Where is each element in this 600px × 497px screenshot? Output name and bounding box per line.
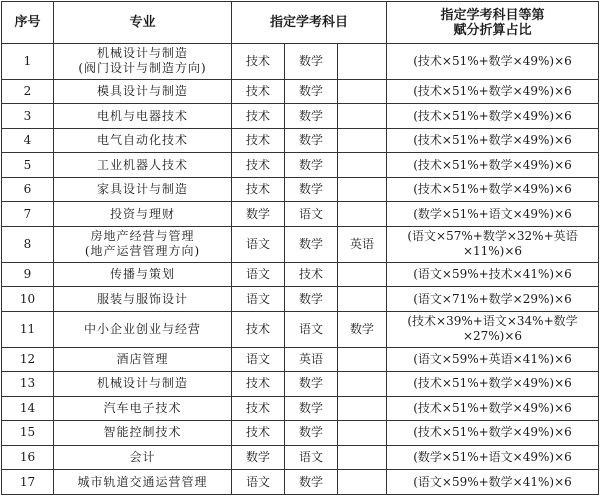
- major-name-line: 电气自动化技术: [96, 133, 188, 148]
- ratio-formula-line: (语文×71%+数学×29%)×6: [413, 291, 572, 306]
- row-number: 12: [2, 347, 54, 372]
- subject-2: 数学: [285, 104, 338, 129]
- ratio-formula: [387, 226, 599, 262]
- row-number: 8: [2, 226, 54, 262]
- ratio-formula: [387, 347, 599, 372]
- ratio-formula: [387, 421, 599, 446]
- ratio-formula: [387, 262, 599, 287]
- row-number: 6: [2, 177, 54, 202]
- ratio-formula-line: (语文×59%+数学×41%)×6: [413, 474, 572, 489]
- header-ratio-line1: 指定学考科目等第: [440, 7, 545, 23]
- ratio-formula-line: (语文×57%+数学×32%+英语: [407, 229, 578, 244]
- row-number: 16: [2, 445, 54, 470]
- ratio-formula: [387, 311, 599, 347]
- header-row: [2, 2, 599, 44]
- table-row: [2, 177, 599, 202]
- table-row: [2, 153, 599, 178]
- ratio-formula-line: (技术×51%+数学×49%)×6: [413, 376, 572, 391]
- subject-3: [338, 104, 387, 129]
- subject-3: [338, 347, 387, 372]
- subject-3: [338, 372, 387, 397]
- major-name-line: 中小企业创业与经营: [83, 321, 201, 336]
- major-name: [54, 153, 232, 178]
- subject-1: 技术: [232, 44, 285, 80]
- table-row: [2, 372, 599, 397]
- table-row: [2, 396, 599, 421]
- subject-1: 技术: [232, 177, 285, 202]
- row-number: 1: [2, 44, 54, 80]
- subject-1: 语文: [232, 262, 285, 287]
- ratio-formula-line: (技术×51%+数学×49%)×6: [413, 157, 572, 172]
- ratio-formula-line: (语文×59%+英语×41%)×6: [413, 351, 572, 366]
- major-name: [54, 372, 232, 397]
- ratio-formula: [387, 177, 599, 202]
- header-ratio: [387, 2, 599, 44]
- major-name: [54, 262, 232, 287]
- ratio-formula: [387, 128, 599, 153]
- major-name: [54, 445, 232, 470]
- subject-2: 英语: [285, 347, 338, 372]
- subject-3: [338, 262, 387, 287]
- major-name-line: 智能控制技术: [103, 425, 182, 440]
- ratio-formula-line: (数学×51%+语文×49%)×6: [413, 449, 572, 464]
- row-number: 2: [2, 79, 54, 104]
- subject-3: [338, 470, 387, 495]
- row-number: 13: [2, 372, 54, 397]
- table-row: [2, 226, 599, 262]
- subject-2: 数学: [285, 226, 338, 262]
- row-number: 3: [2, 104, 54, 129]
- ratio-formula: [387, 445, 599, 470]
- major-name-line: 投资与理财: [109, 206, 175, 221]
- table-row: [2, 128, 599, 153]
- header-ratio-line2: 赋分折算占比: [453, 22, 532, 38]
- subject-1: 技术: [232, 396, 285, 421]
- ratio-formula-line: (技术×51%+数学×49%)×6: [413, 53, 572, 68]
- ratio-formula-line: (技术×39%+语文×34%+数学: [407, 314, 578, 329]
- subject-1: 技术: [232, 311, 285, 347]
- table-row: [2, 421, 599, 446]
- ratio-formula-line: (技术×51%+数学×49%)×6: [413, 425, 572, 440]
- subject-3: [338, 44, 387, 80]
- row-number: 15: [2, 421, 54, 446]
- admission-table: [1, 1, 599, 495]
- subject-3: [338, 445, 387, 470]
- major-name-line: 汽车电子技术: [103, 400, 182, 415]
- major-name: [54, 470, 232, 495]
- subject-1: 语文: [232, 347, 285, 372]
- major-name: [54, 421, 232, 446]
- row-number: 14: [2, 396, 54, 421]
- table-body: [2, 44, 599, 495]
- header-major: 专业: [54, 2, 232, 44]
- subject-2: 语文: [285, 311, 338, 347]
- table-row: [2, 470, 599, 495]
- subject-2: 数学: [285, 44, 338, 80]
- table-row: [2, 445, 599, 470]
- major-name: [54, 177, 232, 202]
- row-number: 4: [2, 128, 54, 153]
- major-name: [54, 396, 232, 421]
- subject-1: 技术: [232, 421, 285, 446]
- table-row: [2, 287, 599, 312]
- subject-3: [338, 396, 387, 421]
- subject-2: 数学: [285, 287, 338, 312]
- major-name: [54, 104, 232, 129]
- table-row: [2, 79, 599, 104]
- subject-2: 数学: [285, 470, 338, 495]
- subject-1: 技术: [232, 372, 285, 397]
- table-row: [2, 347, 599, 372]
- subject-3: [338, 153, 387, 178]
- major-name: [54, 226, 232, 262]
- major-name: [54, 128, 232, 153]
- subject-1: 技术: [232, 153, 285, 178]
- major-name: [54, 44, 232, 80]
- subject-2: 数学: [285, 128, 338, 153]
- subject-3: [338, 79, 387, 104]
- table-row: [2, 262, 599, 287]
- row-number: 9: [2, 262, 54, 287]
- major-name-line: (地产运营管理方向): [84, 244, 201, 259]
- major-name-line: (阀门设计与制造方向): [78, 61, 207, 76]
- ratio-formula: [387, 79, 599, 104]
- subject-3: [338, 128, 387, 153]
- ratio-formula: [387, 470, 599, 495]
- ratio-formula-line: ×11%)×6: [462, 244, 523, 259]
- table-row: [2, 311, 599, 347]
- major-name-line: 城市轨道交通运营管理: [77, 474, 208, 489]
- subject-3: [338, 177, 387, 202]
- subject-2: 语文: [285, 445, 338, 470]
- subject-2: 数学: [285, 396, 338, 421]
- row-number: 17: [2, 470, 54, 495]
- subject-1: 数学: [232, 445, 285, 470]
- major-name: [54, 79, 232, 104]
- subject-2: 语文: [285, 202, 338, 227]
- ratio-formula-line: (技术×51%+数学×49%)×6: [413, 133, 572, 148]
- subject-2: 数学: [285, 177, 338, 202]
- row-number: 5: [2, 153, 54, 178]
- ratio-formula: [387, 372, 599, 397]
- major-name: [54, 311, 232, 347]
- row-number: 10: [2, 287, 54, 312]
- major-name-line: 电机与电器技术: [96, 108, 188, 123]
- ratio-formula: [387, 44, 599, 80]
- header-subjects: 指定学考科目: [232, 2, 387, 44]
- header-index: 序号: [2, 2, 54, 44]
- ratio-formula: [387, 202, 599, 227]
- table-row: [2, 202, 599, 227]
- ratio-formula: [387, 153, 599, 178]
- row-number: 11: [2, 311, 54, 347]
- ratio-formula-line: (技术×51%+数学×49%)×6: [413, 182, 572, 197]
- subject-2: 数学: [285, 372, 338, 397]
- major-name-line: 机械设计与制造: [96, 376, 188, 391]
- major-name: [54, 202, 232, 227]
- table-row: [2, 104, 599, 129]
- major-name-line: 服装与服饰设计: [96, 291, 188, 306]
- major-name-line: 酒店管理: [116, 351, 169, 366]
- major-name-line: 传播与策划: [109, 267, 175, 282]
- major-name-line: 房地产经营与管理: [90, 229, 195, 244]
- ratio-formula-line: (技术×51%+数学×49%)×6: [413, 108, 572, 123]
- ratio-formula-line: (技术×51%+数学×49%)×6: [413, 400, 572, 415]
- subject-3: [338, 421, 387, 446]
- subject-1: 语文: [232, 470, 285, 495]
- major-name: [54, 287, 232, 312]
- subject-3: 英语: [338, 226, 387, 262]
- subject-3: 数学: [338, 311, 387, 347]
- subject-2: 技术: [285, 262, 338, 287]
- subject-1: 技术: [232, 79, 285, 104]
- subject-1: 技术: [232, 104, 285, 129]
- ratio-formula: [387, 104, 599, 129]
- row-number: 7: [2, 202, 54, 227]
- table-row: [2, 44, 599, 80]
- ratio-formula-line: (技术×51%+数学×49%)×6: [413, 84, 572, 99]
- major-name-line: 模具设计与制造: [96, 84, 188, 99]
- major-name-line: 家具设计与制造: [96, 182, 188, 197]
- subject-2: 数学: [285, 79, 338, 104]
- ratio-formula: [387, 396, 599, 421]
- ratio-formula: [387, 287, 599, 312]
- major-name-line: 会计: [129, 449, 156, 464]
- ratio-formula-line: (语文×59%+技术×41%)×6: [413, 267, 572, 282]
- ratio-formula-line: ×27%)×6: [462, 329, 523, 344]
- subject-1: 语文: [232, 287, 285, 312]
- subject-2: 数学: [285, 153, 338, 178]
- subject-1: 数学: [232, 202, 285, 227]
- major-name-line: 工业机器人技术: [96, 157, 188, 172]
- subject-1: 技术: [232, 128, 285, 153]
- major-name: [54, 347, 232, 372]
- subject-2: 数学: [285, 421, 338, 446]
- subject-1: 语文: [232, 226, 285, 262]
- major-name-line: 机械设计与制造: [96, 46, 188, 61]
- ratio-formula-line: (数学×51%+语文×49%)×6: [413, 206, 572, 221]
- subject-3: [338, 287, 387, 312]
- subject-3: [338, 202, 387, 227]
